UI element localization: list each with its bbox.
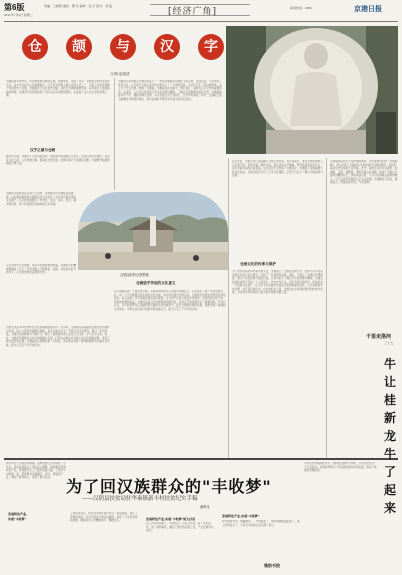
article-body: 仓颉庙内保存有大量珍贵的碑刻，其中最著名的是《仓颉庙碑》，碑文记载了仓颉的生平事迹和历代修庙情况，具有很高的历史价值和艺术价值。此外，庙内还有许多古建筑，如前殿、正殿、寝殿等，建筑风格古朴典雅，体现了中国古代建筑的精湛技艺。游客来到这里，不仅可以领略古建筑的魅力，还可以感受浓厚的汉字文化氛围。仓颉墓位于庙后，墓冢高大，周围古柏环绕，气氛肃穆。 <box>330 160 398 184</box>
article-body: 仓颉文化是中华优秀传统文化的重要组成部分。近年来，当地政府高度重视仓颉文化的保护与传承，投入大量资金修缮仓颉庙，举办仓颉文化节，开展汉字文化研究。通过一系列举措，仓颉文化的影响力不断扩大，吸引了越来越多的人关注汉字文化、学习汉字文化。同时，当地还积极推动文化与旅游融合发展，打造以仓颉文化为核心的文化旅游品牌，带动了地方经济的发展。仓颉庙的古柏群也是一大特色，其中最古老的一棵柏树相传为仓颉亲手所植，距今已有五千多年的历史。 <box>6 326 110 347</box>
vertical-title-char: 来 <box>383 501 396 515</box>
lower-inner-subhead: 发展特色产业,实现"丰收梦" <box>222 514 260 518</box>
vertical-title-char: 龙 <box>383 429 396 443</box>
statue-photo <box>226 26 398 154</box>
lower-inner-subhead: 实现"丰收梦" <box>8 517 27 521</box>
temple-image <box>78 192 228 270</box>
reporter-name: 蒲海龙 <box>200 505 210 509</box>
article-body: 如今的新丰村，道路硬化了，环境美化了，群众的腰包鼓起来了，脸上的笑容多了，大家对未来的生活充满了信心。 <box>222 520 300 527</box>
article-body: 仓颉造字是中国古代神话传说之一。传说仓颉看到鸟兽留下的足迹，受到启发，于是创造了象形文字。汉字的产生标志着中华文明进入了一个新的阶段，对后世产生了深远的影响。后人为了纪念仓颉，修建了仓颉庙。仓颉庙内古柏参天，碑石林立，是研究汉字文化的重要场所。在这里，人们可以感受到汉字文化的博大精深，了解汉字的起源与演变过程。仓颉庙始建年代不详，据庙内碑文记载，东汉延熹五年已有庙宇，历代均有修葺。如今，仓颉庙已成为重要的文物保护单位，每年谷雨时节都会举行盛大的祭祀活动。 <box>118 80 222 101</box>
article-body: 仓颉造字的传说在民间广泛流传，各地都有与仓颉相关的遗迹。这些遗迹承载着丰富的历史文化信息，是中华民族宝贵的文化遗产。汉字的发展经历了甲骨文、金文、篆书、隶书、楷书等阶段，每个阶段都有其独特的艺术风格。 <box>6 192 77 206</box>
feature-subhead: 汉字之源与仓颉 <box>30 148 56 152</box>
vertical-title-char: 新 <box>383 411 396 425</box>
title-char: 颉 <box>66 34 92 60</box>
title-char: 字 <box>198 34 224 60</box>
vertical-title-char: 牛 <box>383 357 396 371</box>
section-divider <box>4 458 398 460</box>
lower-inner-subhead: 发展特色产业, <box>8 512 28 516</box>
feature-subhead: 仓颉造字传说的文化意义 <box>136 281 176 285</box>
feature-subhead: 仓颉文化的传承与保护 <box>240 262 276 266</box>
statue-image <box>226 26 398 154</box>
feature-byline: 文/图 赵丽清 <box>110 72 130 76</box>
column-rule <box>326 158 327 458</box>
travel-column-number: 三十五 <box>384 341 394 345</box>
column-rule <box>114 78 115 190</box>
vertical-title-char: 牛 <box>383 447 396 461</box>
article-body: 新丰村位于汉阴县华秦镇，是典型的山区贫困村。近年来，县扶贫局驻村工作队深入调研，因地制宜发展特色产业，带领群众走上了脱贫致富之路。工作队与村两委一起，帮助群众发展魔芋、茶叶、养殖等产业，增加了群众收入，改善了群众生活。 <box>6 462 66 479</box>
temple-photo <box>78 192 228 270</box>
paper-logo: 京港日报 <box>354 4 382 13</box>
vertical-title-char: 让 <box>383 375 396 389</box>
travel-column-box <box>366 333 400 347</box>
lower-subhead: ——汉阴县扶贫局驻华秦镇新丰村扶贫纪实手稿 <box>82 496 198 502</box>
lower-inner-subhead: 发展特色产业,实现"丰收梦"助力扶贫 <box>146 517 196 521</box>
title-char: 与 <box>110 34 136 60</box>
editors-line: 责编：王晓阳 编校：曹 丹 编审：张 宇 版式：刘 猛 <box>44 4 113 8</box>
hotline: 新闻热线：2356 <box>290 6 312 10</box>
travel-column-label: 千里走洛河 <box>366 334 392 340</box>
article-body: 牛是农村致富的好帮手。桂新村发展肉牛养殖，让村民的生活一天天好起来。村里的养殖大户带动周边群众共同发展，形成了规模化养殖格局。 <box>304 462 377 472</box>
vertical-title-char: 起 <box>383 483 396 497</box>
article-body: 仓颉是黄帝的史官，传说他观察鸟兽的足迹，依类象形，创造了文字。仓颉造字的传说流传久远，在中华文化中占有重要地位。汉字作为世界上最古老的文字之一，记录了中华民族数千年的历史与文明。仓颉庙位于白水县史官镇，是纪念仓颉的重要场所，每年吸引大量游客前来拜谒。仓颉造字的传说体现了先民对文字起源的探索，也反映了古人对文字的崇敬之情。 <box>6 80 110 97</box>
lower-headline: 为了回汉族群众的"丰收梦" <box>66 477 272 496</box>
article-body: 工作队进村后，首先对全村贫困户进行了摸底调查，建立了详细的档案。针对不同农户的实际情况，制定了个性化的帮扶措施，确保扶贫工作精准到户、精准到人。 <box>70 512 138 522</box>
article-body: 为了更好地保护和传承仓颉文化，当地成立了仓颉文化研究会，组织专家学者对仓颉文化进行深入研究，出版了一系列研究成果。同时，还建立了仓颉文化博物馆，展示汉字的起源与演变过程，让更多的人了解汉字文化的博大精深。仓颉文化的传承离不开每一个人的努力。作为中华儿女，我们有责任保护好、传承好这一宝贵的文化遗产，让汉字文化在新时代焕发出更加绚丽的光彩。汉字承载着中华文明，书写着民族历史。在未来的日子里，仓颉文化必将得到更好的传承与发展，为实现中华民族伟大复兴的中国梦贡献力量。 <box>232 270 323 294</box>
photo-caption: 仓颉庙前的仓颉塑像 <box>120 273 149 277</box>
title-char: 汉 <box>154 34 180 60</box>
vertical-title-char: 了 <box>383 465 396 479</box>
column-rule <box>228 158 229 458</box>
section-title: [经济广角] <box>168 7 218 17</box>
vertical-title-char: 桂 <box>383 393 396 407</box>
title-char: 仓 <box>22 34 48 60</box>
page-number: 第6版 <box>4 3 25 12</box>
issue-date: 2017年7月4日 星期二 <box>4 13 33 17</box>
feature-title-banner <box>22 34 222 64</box>
ad-label: 雅韵书院 <box>264 563 280 568</box>
article-body: 在白水县，仓颉文化已深深融入当地人的生活。每年谷雨节，来自全国各地的人们汇聚于此，祭拜仓颉，缅怀先祖。祭祀活动庄严隆重，既有传统的祭祀仪式，也有丰富多彩的民俗表演。这些活动不仅传承了仓颉文化，也增强了民族凝聚力和文化自信。当地学校还开设了汉字文化课程，让孩子们从小了解汉字的起源与发展。 <box>232 160 323 177</box>
article-body: 汉字的演变是一个漫长的过程。从最初的象形文字到现代的简化字，汉字经历了数千年的发展变化。每一个汉字都蕴含着丰富的文化内涵，是中华民族历史的见证。仓颉造字的传说虽然带有神话色彩，但它反映了汉字起源的某些真实情况。文字的产生是人类社会发展到一定阶段的必然产物，是集体智慧的结晶。仓颉可能是汉字的整理者和规范者，他对汉字的发展作出了重要贡献。学者们认为，汉字的起源可以追溯到新石器时代的刻画符号，经过长期的积累和发展，逐渐形成了成熟的文字体系。甲骨文是目前已知最早的成熟汉字，距今已有三千多年的历史。 <box>114 290 226 311</box>
article-body: 汉字是中华文化的根，是中华民族智慧的结晶。仓颉造字的精神激励着一代又一代的中国人不断探索、创新。在信息化时代的今天，汉字依然焕发着勃勃生机。 <box>6 264 77 274</box>
header-rule <box>4 21 398 22</box>
article-body: 据史料记载，仓颉生于白水县阳武村，他在黄帝时期担任左史官，负责记录历史事件。在没有文字之前，人们结绳记事，随着社会的发展，结绳记事已不能满足需要，仓颉便开始探索新的记事方法。 <box>6 155 110 165</box>
vertical-title <box>382 355 398 517</box>
article-body: 在工作队的帮助下，村里成立了专业合作社，统一技术指导、统一收购销售，解决了群众的后顾之忧，产业发展势头良好。 <box>146 522 214 532</box>
